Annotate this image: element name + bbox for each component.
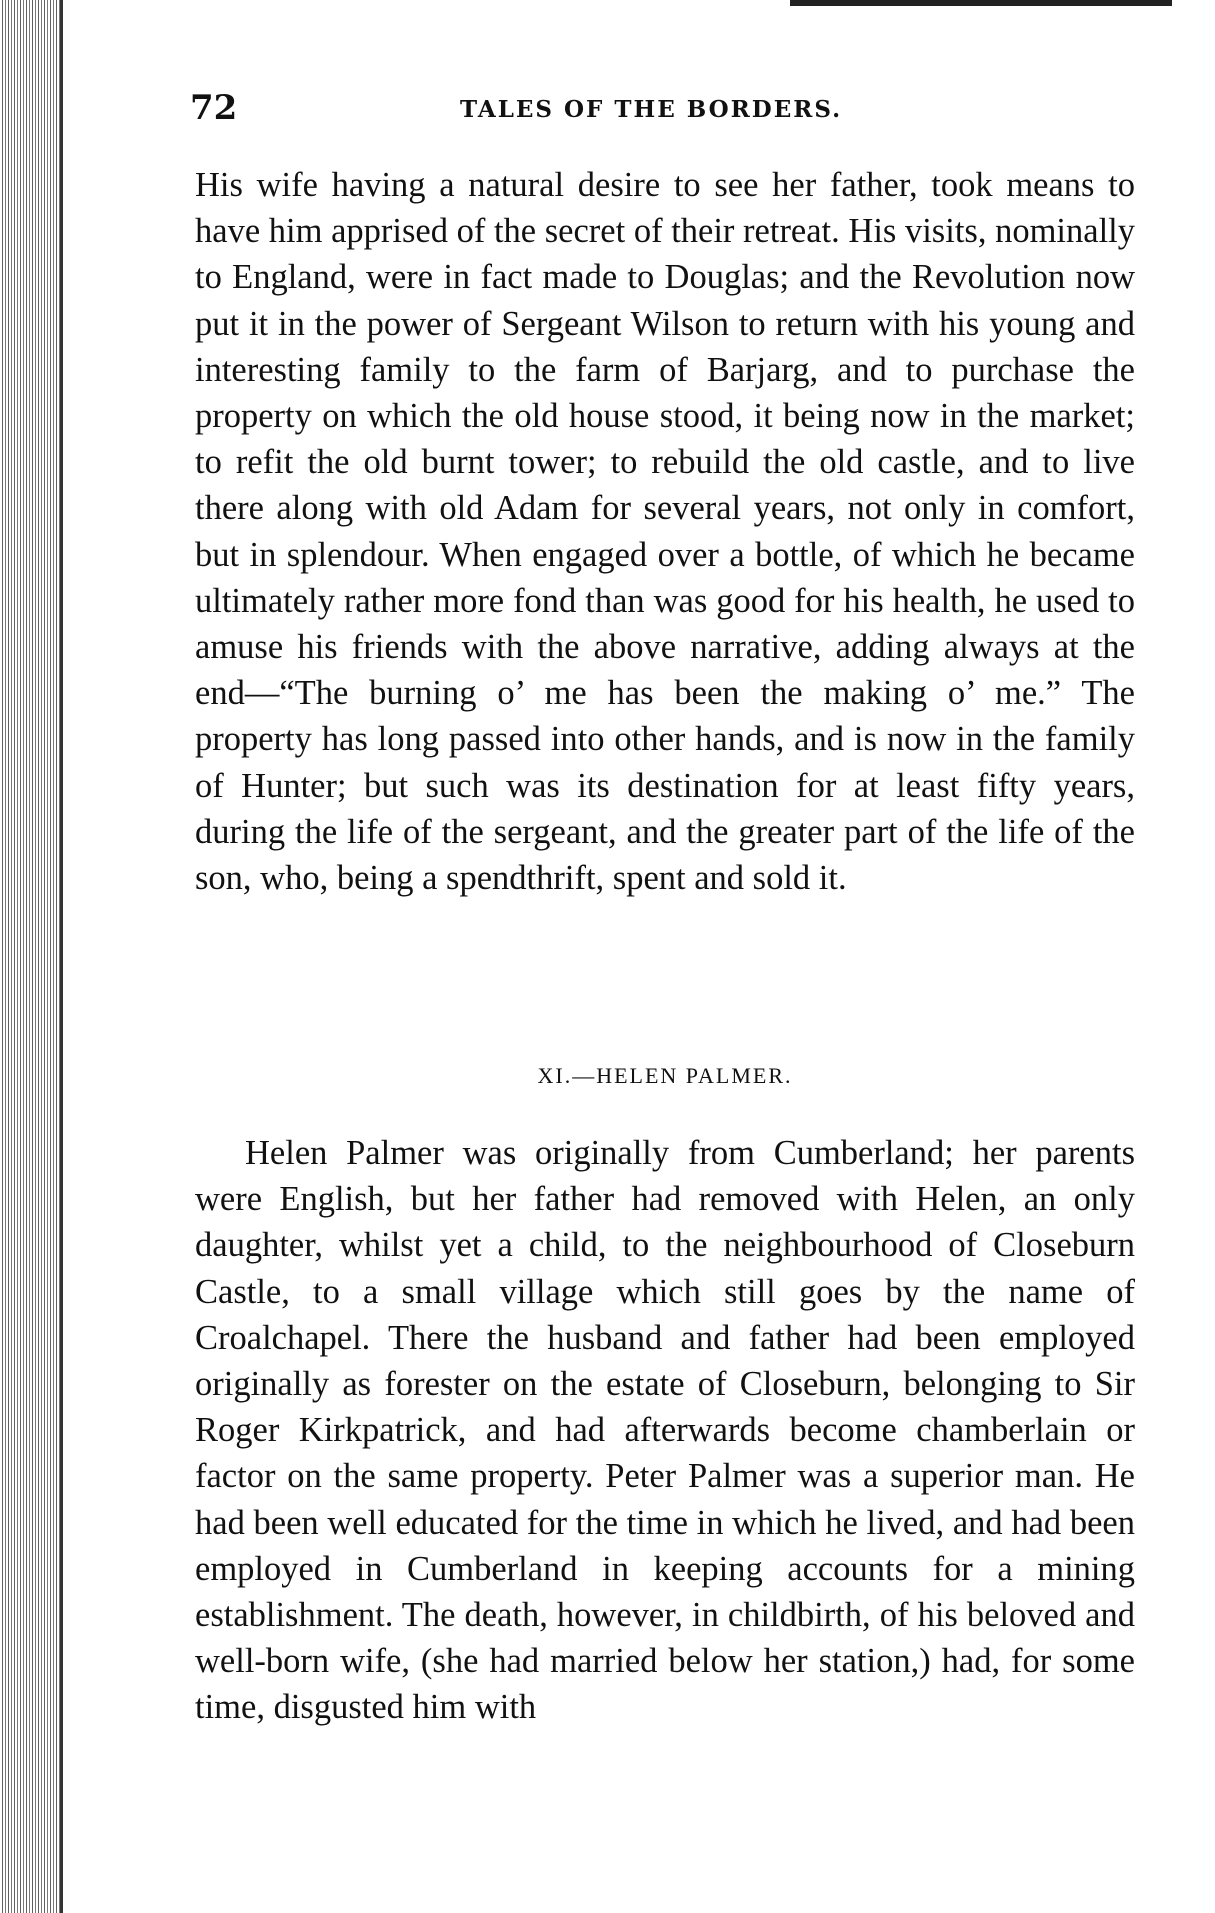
paragraph-1: His wife having a natural desire to see her father, took means to have him apprised of the secret of their retreat. His visits, nominally to England, were in fact made to Douglas; and the Revolution now put it in the power of Sergeant Wilson to return with his young and interesting family to the farm of Barjarg, and to purchase the property on which the old house stood, it being now in the market; to refit the old burnt tower; to rebuild the old castle, and to live there along with old Adam for several years, not only in comfort, but in splendour. When engaged over a bottle, of which he became ultimately rather more fond than was good for his health, he used to amuse his friends with the above narrative, adding always at the end—“The burning o’ me has been the making o’ me.” The property has long passed into other hands, and is now in the family of Hunter; but such was its destination for at least fifty years, during the life of the sergeant, and the greater part of the life of the son, who, being a spendthrift, spent and sold it. [195, 166, 1135, 898]
top-rule [790, 0, 1172, 6]
running-title: TALES OF THE BORDERS. [460, 96, 843, 123]
gutter-line [60, 0, 63, 1913]
book-binding-edge [0, 0, 62, 1913]
paragraph-2: Helen Palmer was originally from Cumberland; her parents were English, but her father had removed with Helen, an only daughter, whilst yet a child, to the neighbourhood of Closeburn Castle, to a small village which still goes by the name of Croalchapel. There the husband and father had been employed originally as forester on the estate of Closeburn, belonging to Sir Roger Kirkpatrick, and had afterwards become chamberlain or factor on the same property. Peter Palmer was a superior man. He had been well educated for the time in which he lived, and had been employed in Cumberland in keeping accounts for a mining establishment. The death, however, in childbirth, of his beloved and well-born wife, (she had married below her station,) had, for some time, disgusted him with [195, 1134, 1135, 1727]
section-heading: XI.—HELEN PALMER. [537, 1063, 793, 1088]
page-number: 72 [190, 88, 238, 128]
